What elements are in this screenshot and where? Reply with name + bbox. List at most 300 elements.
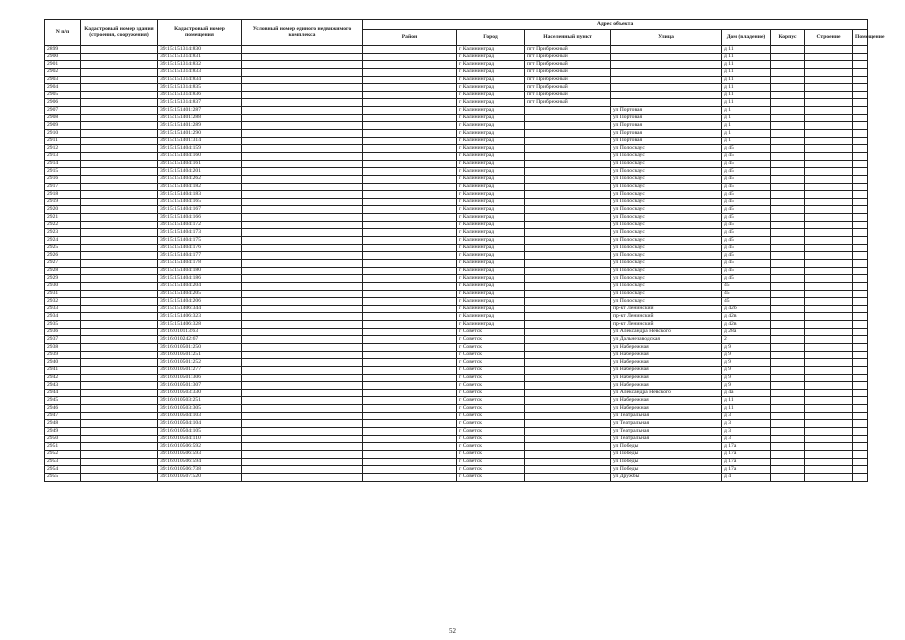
cell-complex-number (242, 412, 363, 420)
cell-ulica: ул Набережная (611, 366, 722, 374)
cell-complex-number (242, 298, 363, 306)
cell-gorod: г Калининград (457, 114, 525, 122)
cell-korpus (771, 237, 805, 245)
cell-complex-number (242, 191, 363, 199)
cell-punkt (525, 305, 611, 313)
cell-pomeshenie (853, 382, 868, 390)
table-row (45, 443, 868, 451)
cell-cadastral-premises: 39:15:151404:183 (158, 191, 242, 199)
cell-punkt (525, 114, 611, 122)
cell-dom: д 11 (722, 68, 771, 76)
cell-pomeshenie (853, 130, 868, 138)
cell-punkt: пгт Прибрежный (525, 99, 611, 107)
header-rayon: Район (363, 30, 457, 46)
cell-gorod: г Калининград (457, 107, 525, 115)
cell-stroenie (805, 382, 853, 390)
cell-pomeshenie (853, 473, 868, 481)
cell-gorod: г Калининград (457, 259, 525, 267)
cell-stroenie (805, 405, 853, 413)
cell-gorod: г Калининград (457, 214, 525, 222)
cell-dom: д 45 (722, 198, 771, 206)
cell-complex-number (242, 137, 363, 145)
cell-num: 2953 (45, 458, 81, 466)
cell-num: 2899 (45, 46, 81, 54)
cell-cadastral-premises: 39:15:151406:323 (158, 313, 242, 321)
cell-complex-number (242, 168, 363, 176)
cell-cadastral-premises: 39:16:010242:67 (158, 336, 242, 344)
cell-pomeshenie (853, 259, 868, 267)
cell-cadastral-premises: 39:15:151404:176 (158, 244, 242, 252)
table-row (45, 244, 868, 252)
cell-ulica: ул Полоскаус (611, 175, 722, 183)
cell-pomeshenie (853, 244, 868, 252)
cell-pomeshenie (853, 428, 868, 436)
cell-dom: д 9 (722, 359, 771, 367)
cell-pomeshenie (853, 168, 868, 176)
cell-cadastral-premises: 39:16:010501:252 (158, 359, 242, 367)
header-pomeshenie: Помещение (853, 30, 868, 46)
cell-num: 2913 (45, 152, 81, 160)
cell-ulica: ул Дружбы (611, 473, 722, 481)
cell-ulica: ул Полоскаус (611, 145, 722, 153)
cell-punkt (525, 244, 611, 252)
table-row (45, 466, 868, 474)
cell-korpus (771, 466, 805, 474)
cell-num: 2907 (45, 107, 81, 115)
cell-complex-number (242, 321, 363, 329)
cell-punkt (525, 351, 611, 359)
cell-stroenie (805, 175, 853, 183)
cell-rayon (363, 473, 457, 481)
cell-punkt (525, 160, 611, 168)
cell-ulica: ул Полоскаус (611, 229, 722, 237)
cell-pomeshenie (853, 359, 868, 367)
cell-gorod: г Калининград (457, 267, 525, 275)
cell-punkt: пгт Прибрежный (525, 61, 611, 69)
cell-dom: д 45 (722, 229, 771, 237)
cell-ulica: ул Набережная (611, 374, 722, 382)
cell-punkt (525, 359, 611, 367)
header-num: N п/п (45, 20, 81, 46)
table-row (45, 237, 868, 245)
cell-ulica: ул Дальнезаводская (611, 336, 722, 344)
cell-dom: д 45 (722, 252, 771, 260)
cell-stroenie (805, 290, 853, 298)
cell-cadastral-building (81, 214, 158, 222)
cell-punkt (525, 458, 611, 466)
cell-complex-number (242, 343, 363, 351)
cell-stroenie (805, 359, 853, 367)
table-row (45, 282, 868, 290)
cell-dom: д 17а (722, 458, 771, 466)
cell-stroenie (805, 412, 853, 420)
cell-rayon (363, 290, 457, 298)
cell-complex-number (242, 152, 363, 160)
cell-stroenie (805, 46, 853, 54)
cell-rayon (363, 328, 457, 336)
cell-korpus (771, 152, 805, 160)
cell-rayon (363, 214, 457, 222)
cell-gorod: г Советск (457, 374, 525, 382)
cell-num: 2903 (45, 76, 81, 84)
cell-rayon (363, 359, 457, 367)
cell-rayon (363, 160, 457, 168)
cell-cadastral-premises: 39:15:151314:830 (158, 46, 242, 54)
cell-ulica: ул Полоскаус (611, 206, 722, 214)
cell-stroenie (805, 61, 853, 69)
cell-gorod: г Советск (457, 458, 525, 466)
cell-pomeshenie (853, 229, 868, 237)
cell-num: 2900 (45, 53, 81, 61)
cell-pomeshenie (853, 374, 868, 382)
cell-rayon (363, 122, 457, 130)
table-row (45, 53, 868, 61)
cell-korpus (771, 183, 805, 191)
cell-ulica: ул Портовая (611, 122, 722, 130)
cell-rayon (363, 252, 457, 260)
cell-complex-number (242, 290, 363, 298)
cell-pomeshenie (853, 466, 868, 474)
cell-rayon (363, 428, 457, 436)
cell-rayon (363, 321, 457, 329)
cell-num: 2940 (45, 359, 81, 367)
cell-cadastral-building (81, 53, 158, 61)
cell-gorod: г Калининград (457, 84, 525, 92)
cell-punkt (525, 443, 611, 451)
cell-complex-number (242, 84, 363, 92)
cell-rayon (363, 221, 457, 229)
table-row (45, 221, 868, 229)
cell-ulica: ул Победы (611, 443, 722, 451)
cell-gorod: г Советск (457, 428, 525, 436)
cell-dom: д 9 (722, 374, 771, 382)
cell-korpus (771, 298, 805, 306)
cell-stroenie (805, 343, 853, 351)
table-row (45, 76, 868, 84)
cell-ulica (611, 53, 722, 61)
table-row (45, 114, 868, 122)
cell-cadastral-building (81, 46, 158, 54)
cell-cadastral-building (81, 428, 158, 436)
cell-gorod: г Калининград (457, 122, 525, 130)
cell-gorod: г Советск (457, 412, 525, 420)
cell-cadastral-premises: 39:15:151404:166 (158, 214, 242, 222)
cell-rayon (363, 450, 457, 458)
cell-gorod: г Советск (457, 420, 525, 428)
cell-complex-number (242, 305, 363, 313)
table-row (45, 366, 868, 374)
cell-complex-number (242, 259, 363, 267)
table-row (45, 145, 868, 153)
cell-dom: д 17а (722, 450, 771, 458)
cell-ulica: ул Александра Невского (611, 328, 722, 336)
cell-punkt (525, 122, 611, 130)
cell-num: 2910 (45, 130, 81, 138)
cell-complex-number (242, 145, 363, 153)
cell-ulica (611, 99, 722, 107)
table-row (45, 420, 868, 428)
cell-punkt (525, 473, 611, 481)
table-row (45, 191, 868, 199)
cell-dom: д 4 (722, 473, 771, 481)
cell-gorod: г Советск (457, 443, 525, 451)
cell-cadastral-premises: 39:16:010507:520 (158, 473, 242, 481)
cell-stroenie (805, 53, 853, 61)
table-row (45, 91, 868, 99)
table-row (45, 389, 868, 397)
cell-complex-number (242, 366, 363, 374)
cell-stroenie (805, 99, 853, 107)
cell-stroenie (805, 366, 853, 374)
cell-gorod: г Калининград (457, 137, 525, 145)
cell-ulica: ул Полоскаус (611, 290, 722, 298)
cell-rayon (363, 405, 457, 413)
cell-rayon (363, 443, 457, 451)
cell-complex-number (242, 313, 363, 321)
table-row (45, 359, 868, 367)
cell-punkt (525, 420, 611, 428)
cell-cadastral-premises: 39:15:151404:182 (158, 183, 242, 191)
cell-complex-number (242, 282, 363, 290)
cell-rayon (363, 336, 457, 344)
cell-rayon (363, 145, 457, 153)
cell-punkt (525, 175, 611, 183)
cell-gorod: г Калининград (457, 244, 525, 252)
header-cadastral-premises: Кадастровый номер помещения (158, 20, 242, 46)
cell-gorod: г Калининград (457, 76, 525, 84)
cell-cadastral-building (81, 76, 158, 84)
header-complex-number: Условный номер единого недвижимого комплекса (242, 20, 363, 46)
cell-num: 2938 (45, 343, 81, 351)
table-row (45, 298, 868, 306)
cell-cadastral-building (81, 252, 158, 260)
cell-dom: д 11 (722, 91, 771, 99)
cell-num: 2923 (45, 229, 81, 237)
cell-cadastral-building (81, 305, 158, 313)
cell-rayon (363, 191, 457, 199)
cell-punkt (525, 259, 611, 267)
cell-stroenie (805, 214, 853, 222)
cell-dom: 45 (722, 282, 771, 290)
cell-complex-number (242, 61, 363, 69)
cell-gorod: г Калининград (457, 282, 525, 290)
cell-korpus (771, 68, 805, 76)
cell-punkt (525, 428, 611, 436)
table-row (45, 450, 868, 458)
cell-pomeshenie (853, 175, 868, 183)
cell-num: 2925 (45, 244, 81, 252)
cell-ulica: пр-кт Ленинский (611, 305, 722, 313)
cell-cadastral-building (81, 107, 158, 115)
cell-punkt (525, 290, 611, 298)
cell-punkt (525, 374, 611, 382)
cell-dom: д 42в (722, 321, 771, 329)
cell-cadastral-building (81, 466, 158, 474)
cell-ulica: ул Полоскаус (611, 152, 722, 160)
cell-pomeshenie (853, 237, 868, 245)
table-row (45, 275, 868, 283)
cell-complex-number (242, 91, 363, 99)
cell-num: 2918 (45, 191, 81, 199)
cell-korpus (771, 359, 805, 367)
cell-complex-number (242, 374, 363, 382)
cell-gorod: г Калининград (457, 290, 525, 298)
cell-rayon (363, 412, 457, 420)
table-row (45, 206, 868, 214)
cell-korpus (771, 328, 805, 336)
cell-gorod: г Калининград (457, 198, 525, 206)
cell-pomeshenie (853, 152, 868, 160)
cell-cadastral-building (81, 321, 158, 329)
cell-cadastral-premises: 39:16:010503:305 (158, 405, 242, 413)
cell-pomeshenie (853, 107, 868, 115)
cell-korpus (771, 122, 805, 130)
cell-gorod: г Калининград (457, 61, 525, 69)
cell-ulica (611, 68, 722, 76)
cell-ulica: ул Портовая (611, 137, 722, 145)
cell-gorod: г Калининград (457, 229, 525, 237)
cell-punkt (525, 336, 611, 344)
cell-pomeshenie (853, 298, 868, 306)
cell-dom: д 45 (722, 183, 771, 191)
cell-complex-number (242, 336, 363, 344)
table-row (45, 374, 868, 382)
cell-cadastral-building (81, 91, 158, 99)
cell-complex-number (242, 130, 363, 138)
cell-cadastral-building (81, 275, 158, 283)
cell-num: 2924 (45, 237, 81, 245)
cell-gorod: г Калининград (457, 298, 525, 306)
cell-korpus (771, 229, 805, 237)
table-row (45, 168, 868, 176)
cell-pomeshenie (853, 282, 868, 290)
cell-num: 2951 (45, 443, 81, 451)
cell-stroenie (805, 244, 853, 252)
cell-korpus (771, 84, 805, 92)
cell-cadastral-building (81, 450, 158, 458)
header-cadastral-building: Кадастровый номер здания (строения, сооружения) (81, 20, 158, 46)
cell-gorod: г Калининград (457, 206, 525, 214)
cell-cadastral-premises: 39:16:010504:104 (158, 420, 242, 428)
cell-pomeshenie (853, 198, 868, 206)
table-row (45, 107, 868, 115)
cell-pomeshenie (853, 221, 868, 229)
cell-stroenie (805, 298, 853, 306)
cell-num: 2941 (45, 366, 81, 374)
cell-punkt (525, 229, 611, 237)
cell-korpus (771, 175, 805, 183)
cell-korpus (771, 275, 805, 283)
cell-rayon (363, 466, 457, 474)
cell-punkt (525, 466, 611, 474)
cell-complex-number (242, 76, 363, 84)
cell-num: 2935 (45, 321, 81, 329)
cell-num: 2955 (45, 473, 81, 481)
cell-korpus (771, 336, 805, 344)
cell-cadastral-premises: 39:15:151404:167 (158, 206, 242, 214)
cell-punkt (525, 206, 611, 214)
cell-stroenie (805, 137, 853, 145)
cell-pomeshenie (853, 122, 868, 130)
cell-stroenie (805, 466, 853, 474)
cell-stroenie (805, 237, 853, 245)
cell-cadastral-premises: 39:15:151406:328 (158, 321, 242, 329)
cell-pomeshenie (853, 366, 868, 374)
cell-ulica: ул Набережная (611, 343, 722, 351)
cell-punkt (525, 267, 611, 275)
table-row (45, 397, 868, 405)
cell-complex-number (242, 458, 363, 466)
cell-rayon (363, 420, 457, 428)
cell-korpus (771, 46, 805, 54)
cell-cadastral-premises: 39:15:151314:833 (158, 68, 242, 76)
cell-cadastral-premises: 39:15:151314:831 (158, 53, 242, 61)
cell-ulica: ул Полоскаус (611, 191, 722, 199)
cell-stroenie (805, 130, 853, 138)
cell-ulica: ул Набережная (611, 351, 722, 359)
cell-cadastral-building (81, 160, 158, 168)
cell-num: 2952 (45, 450, 81, 458)
cell-complex-number (242, 252, 363, 260)
cell-num: 2909 (45, 122, 81, 130)
cell-complex-number (242, 160, 363, 168)
cell-stroenie (805, 191, 853, 199)
cell-pomeshenie (853, 412, 868, 420)
cell-pomeshenie (853, 160, 868, 168)
cell-dom: д 11 (722, 405, 771, 413)
header-address: Адрес объекта (363, 20, 868, 30)
cell-dom: д 3 (722, 420, 771, 428)
cell-dom: д 45 (722, 160, 771, 168)
cell-gorod: г Советск (457, 435, 525, 443)
cell-gorod: г Советск (457, 473, 525, 481)
cell-pomeshenie (853, 61, 868, 69)
cell-punkt (525, 237, 611, 245)
cell-cadastral-building (81, 389, 158, 397)
cell-rayon (363, 259, 457, 267)
cell-dom: д 9 (722, 351, 771, 359)
table-row (45, 267, 868, 275)
cell-korpus (771, 405, 805, 413)
cell-num: 2922 (45, 221, 81, 229)
cell-num: 2911 (45, 137, 81, 145)
cell-rayon (363, 175, 457, 183)
cell-dom: д 45 (722, 244, 771, 252)
cell-gorod: г Калининград (457, 183, 525, 191)
cell-korpus (771, 91, 805, 99)
cell-cadastral-premises: 39:15:151401:289 (158, 122, 242, 130)
cell-dom: д 45 (722, 259, 771, 267)
cell-korpus (771, 130, 805, 138)
table-row (45, 175, 868, 183)
cell-dom: д 45 (722, 206, 771, 214)
cell-pomeshenie (853, 420, 868, 428)
cell-dom: д 17а (722, 443, 771, 451)
cell-stroenie (805, 336, 853, 344)
cell-pomeshenie (853, 91, 868, 99)
cell-pomeshenie (853, 351, 868, 359)
cell-num: 2917 (45, 183, 81, 191)
cell-gorod: г Калининград (457, 53, 525, 61)
cell-cadastral-premises: 39:16:010501:250 (158, 343, 242, 351)
table-row (45, 229, 868, 237)
cell-cadastral-premises: 39:15:151404:186 (158, 275, 242, 283)
cell-cadastral-premises: 39:15:151404:165 (158, 198, 242, 206)
cell-cadastral-building (81, 382, 158, 390)
cell-punkt (525, 221, 611, 229)
cell-stroenie (805, 321, 853, 329)
cell-rayon (363, 198, 457, 206)
